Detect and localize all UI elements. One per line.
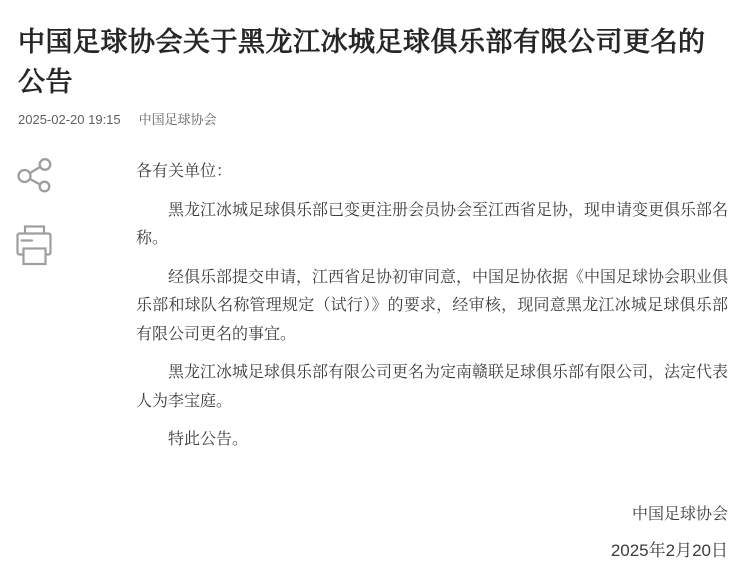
article-header bbox=[0, 22, 748, 129]
signature-date: 2025年2月20日 bbox=[610, 541, 728, 560]
paragraph-1: 黑龙江冰城足球俱乐部已变更注册会员协会至江西省足协，现申请变更俱乐部名称。 bbox=[136, 201, 729, 247]
salutation: 各有关单位： bbox=[136, 163, 233, 180]
share-toolbar bbox=[15, 155, 55, 265]
share-icon bbox=[15, 156, 53, 194]
share-button[interactable] bbox=[15, 155, 53, 195]
paragraph-2: 经俱乐部提交申请，江西省足协初审同意，中国足协依据《中国足球协会职业俱乐部和球队名称管理规定（试行）》的要求，经审核，现同意黑龙江冰城足球俱乐部有限公司更名的事宜。 bbox=[136, 268, 729, 343]
signature-org: 中国足球协会 bbox=[631, 505, 728, 523]
paragraph-closing: 特此公告。 bbox=[168, 431, 249, 448]
paragraph-3: 黑龙江冰城足球俱乐部有限公司更名为定南赣联足球俱乐部有限公司，法定代表人为李宝庭。 bbox=[136, 364, 729, 410]
article-content bbox=[0, 158, 748, 566]
article-title: 中国足球协会关于黑龙江冰城足球俱乐部有限公司更名的公告 bbox=[18, 27, 706, 97]
article-meta bbox=[18, 111, 728, 129]
announcement-body bbox=[136, 158, 728, 566]
source-label: 中国足球协会 bbox=[138, 112, 217, 127]
print-button[interactable] bbox=[15, 225, 53, 265]
print-icon bbox=[16, 225, 52, 266]
publish-timestamp: 2025-02-20 19:15 bbox=[18, 112, 121, 127]
